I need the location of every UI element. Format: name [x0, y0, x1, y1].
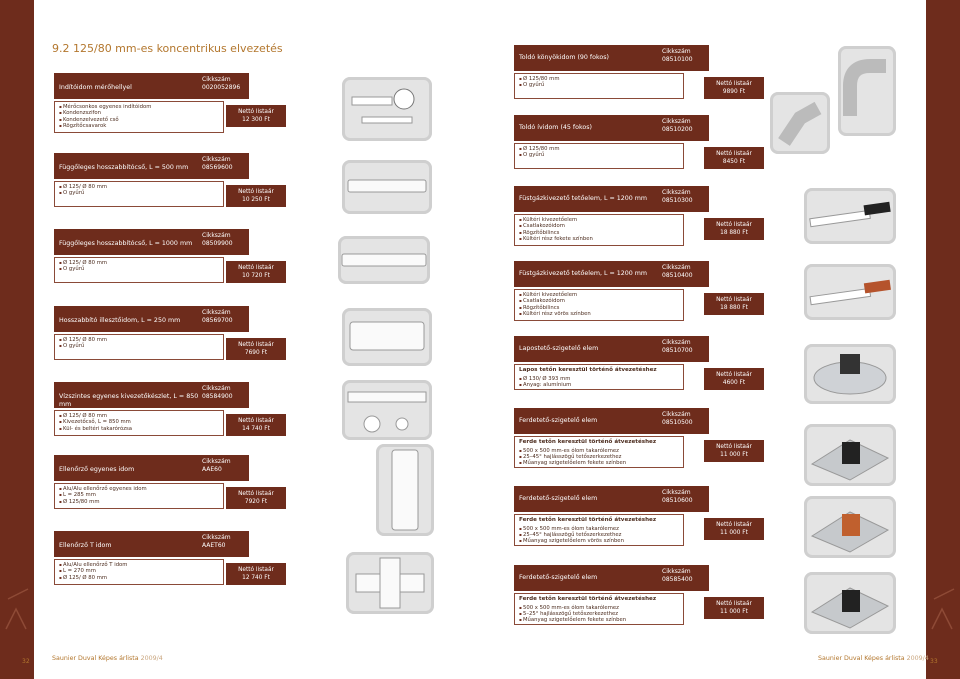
code-value: 08569600 — [202, 164, 233, 171]
code-value: 08584900 — [202, 393, 233, 400]
code-value: 08510500 — [662, 419, 693, 426]
product-image — [804, 424, 896, 486]
product-name: Ferdetető-szigetelő elem — [519, 495, 598, 502]
product-name: Ellenőrző egyenes idom — [59, 466, 135, 473]
product-image — [342, 77, 432, 141]
price-label: Nettó listaár — [716, 372, 752, 378]
spec-item: ▪ L = 285 mm — [59, 492, 223, 498]
product-header — [514, 45, 709, 71]
product-code — [662, 411, 693, 427]
spec-item: ▪ Kondenzszifon — [59, 110, 223, 116]
spec-item: ▪ Rögzítőcsavarok — [59, 123, 223, 129]
spec-item: ▪ Csatlakozóidom — [519, 223, 683, 229]
price-tag — [226, 261, 286, 283]
product-image — [770, 92, 830, 154]
code-value: 08510700 — [662, 347, 693, 354]
price-tag — [704, 518, 764, 540]
spec-item: ▪ Kivezetőcső, L = 850 mm — [59, 419, 223, 425]
code-label: Cikkszám — [202, 385, 231, 392]
spec-item: ▪ Kül- és beltéri takarórózsa — [59, 426, 223, 432]
spec-item: ▪ O gyűrű — [519, 82, 683, 88]
spec-item: ▪ Mérőcsonkos egyenes indítóidom — [59, 104, 223, 110]
product-name: Ferdetető-szigetelő elem — [519, 574, 598, 581]
decorative-icon — [2, 579, 32, 639]
price-tag — [704, 293, 764, 315]
code-value: AAET60 — [202, 542, 226, 549]
section-title: 9.2 125/80 mm-es koncentrikus elvezetés — [52, 42, 283, 55]
price-label: Nettó listaár — [716, 81, 752, 87]
product-header — [514, 115, 709, 141]
product-image — [838, 46, 896, 136]
price-value: 7690 Ft — [244, 350, 268, 356]
price-label: Nettó listaár — [716, 222, 752, 228]
price-tag — [226, 563, 286, 585]
product-code — [202, 534, 231, 550]
spec-item: ▪ O gyűrű — [59, 266, 223, 272]
code-label: Cikkszám — [202, 534, 231, 541]
product-header — [514, 565, 709, 591]
code-value: 08510300 — [662, 197, 693, 204]
spec-item: ▪ L = 270 mm — [59, 568, 223, 574]
product-specs — [54, 181, 224, 207]
product-header — [54, 73, 249, 99]
spec-item: ▪ Csatlakozóidom — [519, 298, 683, 304]
spec-item: ▪ 500 x 500 mm-es ólom takarólemez — [519, 526, 683, 532]
product-code — [202, 309, 233, 325]
spec-title: Ferde tetőn keresztül történő átvezetéshez — [519, 596, 657, 602]
right-footer: Saunier Duval Képes árlista 2009/4 — [818, 655, 929, 662]
code-value: 08510100 — [662, 56, 693, 63]
product-image — [804, 188, 896, 244]
product-header — [54, 455, 249, 481]
product-code — [662, 189, 693, 205]
product-image — [342, 308, 432, 366]
spec-item: ▪ Rögzítőbilincs — [519, 230, 683, 236]
spec-item: ▪ Ø 125/80 mm — [519, 76, 683, 82]
product-header — [514, 186, 709, 212]
price-tag — [704, 147, 764, 169]
spec-item: ▪ Kültéri rész vörös színben — [519, 311, 683, 317]
code-label: Cikkszám — [202, 458, 231, 465]
decorative-icon — [928, 579, 958, 639]
spec-item: ▪ Kültéri kivezetőelem — [519, 217, 683, 223]
spec-item: ▪ Műanyag szigetelőelem vörös színben — [519, 538, 683, 544]
product-specs — [54, 334, 224, 360]
product-header — [54, 306, 249, 332]
code-value: 08510600 — [662, 497, 693, 504]
spec-item: ▪ 25–45° hajlásszögű tetőszerkezethez — [519, 532, 683, 538]
price-tag — [226, 338, 286, 360]
product-name: Függőleges hosszabbítócső, L = 500 mm — [59, 164, 189, 171]
price-label: Nettó listaár — [716, 297, 752, 303]
price-label: Nettó listaár — [238, 418, 274, 424]
product-code — [662, 264, 693, 280]
spec-item: ▪ Ø 125/80 mm — [519, 146, 683, 152]
product-code — [662, 568, 693, 584]
price-tag — [704, 77, 764, 99]
price-tag — [226, 185, 286, 207]
price-value: 14 740 Ft — [242, 426, 270, 432]
spec-item: ▪ Műanyag szigetelőelem fekete színben — [519, 460, 683, 466]
product-specs — [514, 214, 684, 246]
spec-item: ▪ 500 x 500 mm-es ólom takarólemez — [519, 448, 683, 454]
product-code — [202, 458, 231, 474]
price-label: Nettó listaár — [238, 189, 274, 195]
product-name: Függőleges hosszabbítócső, L = 1000 mm — [59, 240, 193, 247]
product-image — [804, 496, 896, 558]
price-value: 10 720 Ft — [242, 273, 270, 279]
code-value: AAE60 — [202, 466, 222, 473]
code-label: Cikkszám — [202, 156, 231, 163]
code-label: Cikkszám — [662, 339, 691, 346]
price-value: 4600 Ft — [722, 380, 746, 386]
code-value: 0020052896 — [202, 84, 241, 91]
spec-item: ▪ Alu/Alu ellenőrző T idom — [59, 562, 223, 568]
product-image — [338, 236, 430, 284]
product-code — [662, 489, 693, 505]
spec-item: ▪ Ø 125/80 mm — [59, 499, 223, 505]
product-name: Indítóidom mérőhellyel — [59, 84, 132, 91]
product-code — [202, 156, 233, 172]
code-label: Cikkszám — [662, 118, 691, 125]
spec-item: ▪ O gyűrű — [59, 190, 223, 196]
product-specs — [54, 559, 224, 585]
price-value: 18 880 Ft — [720, 230, 748, 236]
product-specs — [514, 593, 684, 625]
code-value: 08569700 — [202, 317, 233, 324]
code-label: Cikkszám — [202, 232, 231, 239]
spec-item: ▪ Alu/Alu ellenőrző egyenes idom — [59, 486, 223, 492]
price-tag — [704, 218, 764, 240]
code-value: 08509900 — [202, 240, 233, 247]
product-name: Ellenőrző T idom — [59, 542, 112, 549]
product-code — [202, 232, 233, 248]
product-code — [202, 76, 240, 92]
spec-item: ▪ Kültéri kivezetőelem — [519, 292, 683, 298]
price-tag — [226, 414, 286, 436]
product-image — [346, 552, 434, 614]
price-value: 11 000 Ft — [720, 452, 748, 458]
product-specs — [54, 101, 224, 133]
code-label: Cikkszám — [662, 189, 691, 196]
spec-item: ▪ O gyűrű — [519, 152, 683, 158]
spec-item: ▪ Ø 125/ Ø 80 mm — [59, 260, 223, 266]
price-label: Nettó listaár — [238, 265, 274, 271]
product-image — [804, 264, 896, 320]
price-label: Nettó listaár — [238, 491, 274, 497]
product-header — [54, 153, 249, 179]
product-code — [202, 385, 233, 401]
product-specs — [514, 73, 684, 99]
price-tag — [704, 597, 764, 619]
left-page-border — [0, 0, 34, 679]
price-value: 12 300 Ft — [242, 117, 270, 123]
product-code — [662, 48, 693, 64]
spec-item: ▪ Ø 125/ Ø 80 mm — [59, 184, 223, 190]
price-label: Nettó listaár — [716, 444, 752, 450]
product-specs — [514, 436, 684, 468]
price-label: Nettó listaár — [238, 109, 274, 115]
spec-title: Ferde tetőn keresztül történő átvezetéshez — [519, 439, 657, 445]
product-image — [376, 444, 434, 536]
left-footer: Saunier Duval Képes árlista 2009/4 — [52, 655, 163, 662]
price-label: Nettó listaár — [716, 601, 752, 607]
code-label: Cikkszám — [202, 309, 231, 316]
product-header — [514, 486, 709, 512]
product-specs — [54, 483, 224, 509]
price-label: Nettó listaár — [716, 151, 752, 157]
code-label: Cikkszám — [202, 76, 231, 83]
product-name: Toldó könyökidom (90 fokos) — [519, 54, 610, 61]
spec-title: Lapos tetőn keresztül történő átvezetéshez — [519, 367, 657, 373]
price-tag — [226, 105, 286, 127]
product-name: Ferdetető-szigetelő elem — [519, 417, 598, 424]
product-header — [54, 229, 249, 255]
price-label: Nettó listaár — [238, 567, 274, 573]
spec-item: ▪ 5–25° hajlásszögű tetőszerkezethez — [519, 611, 683, 617]
product-specs — [514, 364, 684, 390]
spec-item: ▪ Ø 125/ Ø 80 mm — [59, 337, 223, 343]
price-tag — [704, 368, 764, 390]
spec-item: ▪ Ø 130/ Ø 393 mm — [519, 376, 683, 382]
spec-item: ▪ 500 x 500 mm-es ólom takarólemez — [519, 605, 683, 611]
left-page-number: 32 — [22, 658, 30, 665]
product-image — [342, 160, 432, 214]
product-name: Füstgázkivezető tetőelem, L = 1200 mm — [519, 270, 648, 277]
product-code — [662, 118, 693, 134]
code-value: 08585400 — [662, 576, 693, 583]
price-value: 12 740 Ft — [242, 575, 270, 581]
spec-item: ▪ 25–45° hajlásszögű tetőszerkezethez — [519, 454, 683, 460]
product-header — [54, 382, 249, 408]
code-value: 08510200 — [662, 126, 693, 133]
price-value: 9890 Ft — [722, 89, 746, 95]
code-label: Cikkszám — [662, 489, 691, 496]
code-label: Cikkszám — [662, 411, 691, 418]
spec-item: ▪ Rögzítőbilincs — [519, 305, 683, 311]
price-value: 11 000 Ft — [720, 530, 748, 536]
price-label: Nettó listaár — [716, 522, 752, 528]
product-specs — [514, 289, 684, 321]
product-name: Toldó ívidom (45 fokos) — [519, 124, 592, 131]
right-page-number: 33 — [930, 658, 938, 665]
price-value: 7920 Ft — [244, 499, 268, 505]
price-value: 11 000 Ft — [720, 609, 748, 615]
price-value: 8450 Ft — [722, 159, 746, 165]
product-image — [342, 380, 432, 440]
product-name: Füstgázkivezető tetőelem, L = 1200 mm — [519, 195, 648, 202]
spec-item: ▪ Anyag: alumínium — [519, 382, 683, 388]
spec-item: ▪ Ø 125/ Ø 80 mm — [59, 413, 223, 419]
code-value: 08510400 — [662, 272, 693, 279]
product-header — [54, 531, 249, 557]
spec-item: ▪ Műanyag szigetelőelem fekete színben — [519, 617, 683, 623]
spec-item: ▪ Kültéri rész fekete színben — [519, 236, 683, 242]
product-image — [804, 572, 896, 634]
product-header — [514, 336, 709, 362]
product-header — [514, 408, 709, 434]
spec-item: ▪ Ø 125/ Ø 80 mm — [59, 575, 223, 581]
price-value: 18 880 Ft — [720, 305, 748, 311]
product-header — [514, 261, 709, 287]
product-code — [662, 339, 693, 355]
code-label: Cikkszám — [662, 568, 691, 575]
product-image — [804, 344, 896, 404]
price-label: Nettó listaár — [238, 342, 274, 348]
price-tag — [704, 440, 764, 462]
spec-item: ▪ O gyűrű — [59, 343, 223, 349]
spec-item: ▪ Kondenzelvezető cső — [59, 117, 223, 123]
price-value: 10 250 Ft — [242, 197, 270, 203]
spec-title: Ferde tetőn keresztül történő átvezetéshez — [519, 517, 657, 523]
product-specs — [54, 257, 224, 283]
code-label: Cikkszám — [662, 264, 691, 271]
product-name: Lapostető-szigetelő elem — [519, 345, 599, 352]
right-page-border — [926, 0, 960, 679]
price-tag — [226, 487, 286, 509]
product-specs — [54, 410, 224, 436]
code-label: Cikkszám — [662, 48, 691, 55]
product-name: Hosszabbító illesztőidom, L = 250 mm — [59, 317, 181, 324]
product-name: Vízszintes egyenes kivezetőkészlet, L = 850 mm — [59, 393, 199, 408]
product-specs — [514, 514, 684, 546]
product-specs — [514, 143, 684, 169]
